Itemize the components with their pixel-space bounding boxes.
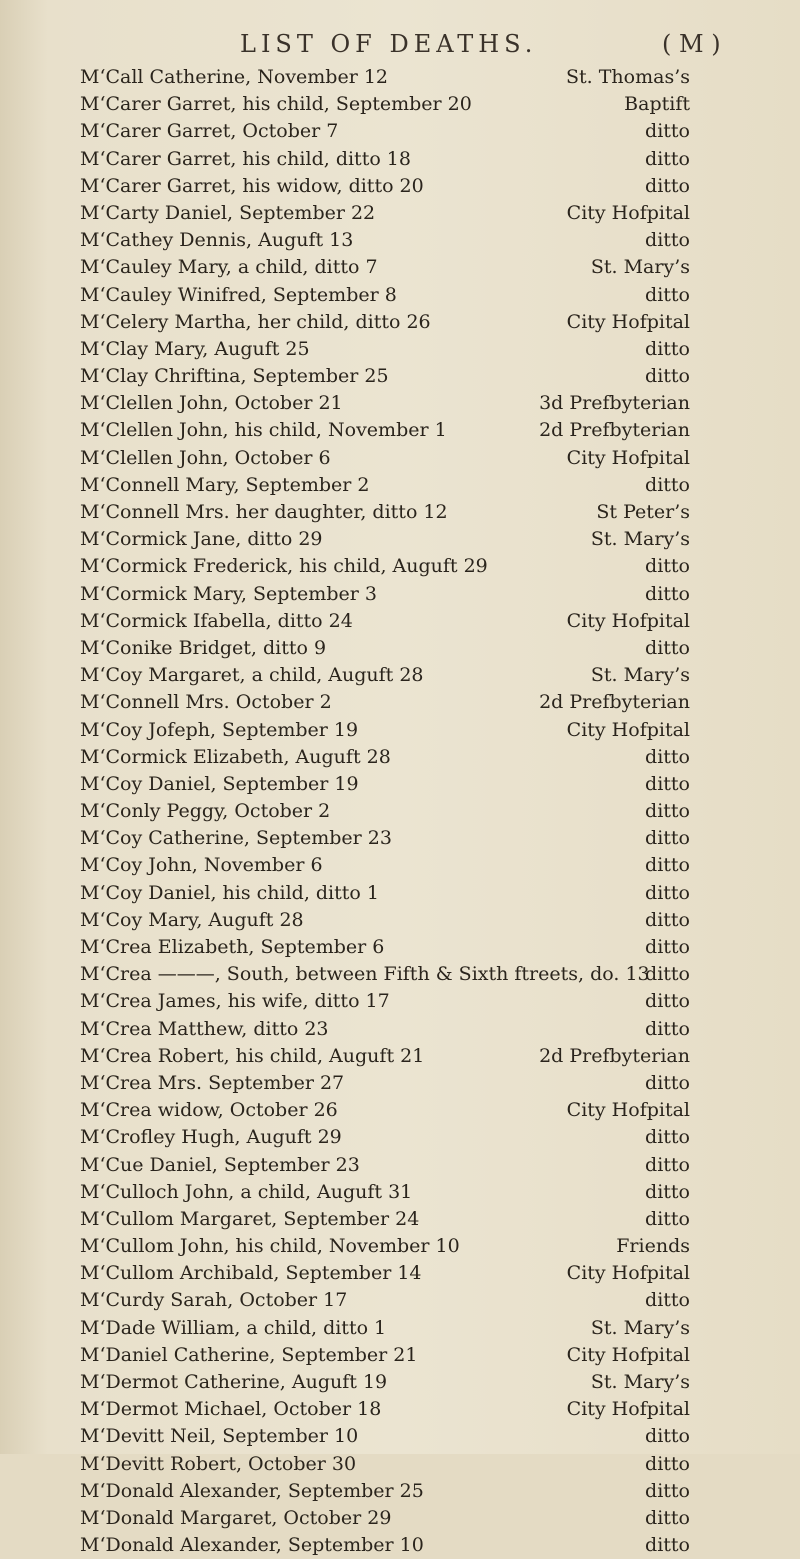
entry-burial-place: ditto	[645, 1534, 690, 1557]
entry-burial-place: City Hofpital	[566, 609, 690, 632]
entry-burial-place: ditto	[645, 337, 690, 360]
entry-burial-place: ditto	[645, 1452, 690, 1475]
list-item	[0, 1532, 800, 1559]
entry-burial-place: ditto	[645, 365, 690, 388]
entry-name: M‘Cauley Winifred, September 8	[80, 283, 397, 306]
entry-burial-place: City Hofpital	[566, 310, 690, 333]
page-title: LIST OF DEATHS.	[240, 30, 538, 58]
entry-name: M‘Clellen John, his child, November 1	[80, 419, 447, 442]
list-item	[0, 825, 800, 852]
entry-name: M‘Cue Daniel, September 23	[80, 1153, 360, 1176]
list-item	[0, 472, 800, 499]
list-item	[0, 798, 800, 825]
entry-burial-place: ditto	[645, 555, 690, 578]
death-list	[0, 64, 800, 1559]
entry-name: M‘Carty Daniel, September 22	[80, 201, 376, 224]
list-item	[0, 118, 800, 145]
list-item	[0, 227, 800, 254]
list-item	[0, 445, 800, 472]
entry-name: M‘Donald Alexander, September 25	[80, 1479, 424, 1502]
entry-name: M‘Crea Matthew, ditto 23	[80, 1017, 329, 1040]
entry-burial-place: ditto	[645, 1479, 690, 1502]
entry-burial-place: ditto	[645, 908, 690, 931]
list-item	[0, 1152, 800, 1179]
entry-name: M‘Crea Elizabeth, September 6	[80, 936, 385, 958]
list-item	[0, 689, 800, 716]
list-item	[0, 363, 800, 390]
entry-burial-place: City Hofpital	[566, 1262, 690, 1285]
entry-burial-place: City Hofpital	[566, 718, 690, 741]
entry-name: M‘Coy Catherine, September 23	[80, 827, 392, 850]
entry-name: M‘Crea Robert, his child, Auguft 21	[80, 1044, 425, 1067]
list-item	[0, 1016, 800, 1043]
entry-burial-place: ditto	[645, 800, 690, 823]
entry-burial-place: ditto	[645, 636, 690, 659]
entry-burial-place: ditto	[645, 1207, 690, 1230]
entry-burial-place: 2d Prefbyterian	[539, 419, 690, 442]
list-item	[0, 254, 800, 281]
list-item	[0, 717, 800, 744]
entry-name: M‘Donald Margaret, October 29	[80, 1506, 392, 1529]
entry-name: M‘Connell Mary, September 2	[80, 473, 370, 496]
entry-name: M‘Cormick Mary, September 3	[80, 582, 377, 605]
entry-name: M‘Crea Mrs. September 27	[80, 1071, 345, 1094]
entry-burial-place: ditto	[645, 745, 690, 768]
entry-burial-place: City Hofpital	[566, 1343, 690, 1366]
list-item	[0, 1260, 800, 1287]
list-item	[0, 880, 800, 907]
entry-burial-place: City Hofpital	[566, 446, 690, 469]
entry-name: M‘Crofley Hugh, Auguft 29	[80, 1126, 342, 1149]
entry-name: M‘Coy Daniel, September 19	[80, 772, 359, 795]
list-item	[0, 852, 800, 879]
entry-burial-place: St. Mary’s	[590, 528, 690, 551]
section-letter: ( M )	[662, 30, 721, 58]
entry-burial-place: 2d Prefbyterian	[539, 691, 690, 714]
entry-burial-place: St. Thomas’s	[566, 66, 690, 88]
list-item	[0, 1315, 800, 1342]
list-item	[0, 635, 800, 662]
entry-burial-place: ditto	[645, 854, 690, 877]
entry-name: M‘Donald Alexander, September 10	[80, 1534, 424, 1557]
entry-burial-place: ditto	[645, 1153, 690, 1176]
page-header	[0, 30, 800, 64]
list-item	[0, 526, 800, 553]
list-item	[0, 1505, 800, 1532]
entry-burial-place: ditto	[645, 1017, 690, 1040]
list-item	[0, 581, 800, 608]
list-item	[0, 1043, 800, 1070]
entry-burial-place: ditto	[645, 1071, 690, 1094]
entry-burial-place: City Hofpital	[566, 1398, 690, 1421]
list-item	[0, 553, 800, 580]
entry-name: M‘Coy John, November 6	[80, 854, 323, 877]
entry-burial-place: ditto	[645, 963, 690, 986]
entry-name: M‘Coy Mary, Auguft 28	[80, 908, 304, 931]
entry-burial-place: ditto	[645, 881, 690, 904]
list-item	[0, 771, 800, 798]
entry-burial-place: ditto	[645, 283, 690, 306]
entry-name: M‘Cullom John, his child, November 10	[80, 1235, 460, 1258]
entry-burial-place: St. Mary’s	[590, 664, 690, 687]
entry-name: M‘Crea widow, October 26	[80, 1099, 338, 1122]
list-item	[0, 1423, 800, 1450]
entry-name: M‘Devitt Robert, October 30	[80, 1452, 357, 1475]
entry-burial-place: ditto	[645, 1180, 690, 1203]
entry-burial-place: ditto	[645, 174, 690, 197]
list-item	[0, 282, 800, 309]
list-item	[0, 309, 800, 336]
entry-burial-place: City Hofpital	[566, 1099, 690, 1122]
list-item	[0, 662, 800, 689]
list-item	[0, 961, 800, 988]
entry-name: M‘Conike Bridget, ditto 9	[80, 636, 327, 659]
list-item	[0, 1097, 800, 1124]
entry-burial-place: City Hofpital	[566, 201, 690, 224]
entry-name: M‘Carer Garret, October 7	[80, 120, 339, 143]
list-item	[0, 1369, 800, 1396]
list-item	[0, 608, 800, 635]
list-item	[0, 1451, 800, 1478]
list-item	[0, 1070, 800, 1097]
entry-name: M‘Call Catherine, November 12	[80, 66, 389, 88]
entry-name: M‘Cormick Elizabeth, Auguft 28	[80, 745, 391, 768]
entry-burial-place: ditto	[645, 229, 690, 252]
entry-burial-place: ditto	[645, 120, 690, 143]
entry-burial-place: ditto	[645, 1289, 690, 1312]
list-item	[0, 1342, 800, 1369]
entry-name: M‘Cathey Dennis, Auguft 13	[80, 229, 354, 252]
entry-name: M‘Coy Jofeph, September 19	[80, 718, 359, 741]
entry-name: M‘Cormick Frederick, his child, Auguft 29	[80, 555, 488, 578]
entry-name: M‘Cormick Ifabella, ditto 24	[80, 609, 353, 632]
list-item	[0, 1478, 800, 1505]
entry-name: M‘Carer Garret, his child, ditto 18	[80, 147, 411, 170]
list-item	[0, 173, 800, 200]
entry-burial-place: ditto	[645, 582, 690, 605]
entry-name: M‘Clay Chriftina, September 25	[80, 365, 389, 388]
list-item	[0, 1233, 800, 1260]
entry-name: M‘Connell Mrs. her daughter, ditto 12	[80, 501, 448, 523]
list-item	[0, 1396, 800, 1423]
entry-burial-place: Friends	[616, 1235, 690, 1258]
list-item	[0, 988, 800, 1015]
entry-name: M‘Daniel Catherine, September 21	[80, 1343, 418, 1366]
entry-name: M‘Conly Peggy, October 2	[80, 800, 331, 823]
entry-name: M‘Clellen John, October 21	[80, 392, 343, 415]
entry-name: M‘Crea James, his wife, ditto 17	[80, 990, 390, 1013]
entry-burial-place: ditto	[645, 990, 690, 1013]
entry-name: M‘Cauley Mary, a child, ditto 7	[80, 256, 378, 279]
list-item	[0, 744, 800, 771]
list-item	[0, 146, 800, 173]
entry-name: M‘Cullom Archibald, September 14	[80, 1262, 422, 1285]
list-item	[0, 934, 800, 961]
list-item	[0, 64, 800, 91]
list-item	[0, 499, 800, 526]
list-item	[0, 1179, 800, 1206]
entry-name: M‘Carer Garret, his widow, ditto 20	[80, 174, 424, 197]
entry-name: M‘Coy Margaret, a child, Auguft 28	[80, 664, 424, 687]
entry-name: M‘Celery Martha, her child, ditto 26	[80, 310, 431, 333]
list-item	[0, 200, 800, 227]
list-item	[0, 907, 800, 934]
entry-name: M‘Clay Mary, Auguft 25	[80, 337, 310, 360]
entry-burial-place: ditto	[645, 473, 690, 496]
entry-name: M‘Cormick Jane, ditto 29	[80, 528, 323, 551]
entry-burial-place: ditto	[645, 147, 690, 170]
list-item	[0, 1206, 800, 1233]
list-item	[0, 417, 800, 444]
list-item	[0, 1124, 800, 1151]
entry-name: M‘Coy Daniel, his child, ditto 1	[80, 881, 379, 904]
list-item	[0, 1287, 800, 1314]
entry-burial-place: ditto	[645, 827, 690, 850]
entry-name: M‘Clellen John, October 6	[80, 446, 331, 469]
entry-name: M‘Dermot Catherine, Auguft 19	[80, 1371, 388, 1393]
entry-name: M‘Curdy Sarah, October 17	[80, 1289, 348, 1312]
entry-burial-place: ditto	[645, 936, 690, 958]
entry-burial-place: ditto	[645, 772, 690, 795]
entry-name: M‘Dade William, a child, ditto 1	[80, 1316, 387, 1339]
entry-burial-place: 3d Prefbyterian	[539, 392, 690, 415]
entry-burial-place: ditto	[645, 1126, 690, 1149]
list-item	[0, 91, 800, 118]
list-item	[0, 390, 800, 417]
entry-burial-place: St. Mary’s	[590, 1371, 690, 1393]
entry-name: M‘Dermot Michael, October 18	[80, 1398, 382, 1421]
entry-name: M‘Cullom Margaret, September 24	[80, 1207, 420, 1230]
entry-name: M‘Connell Mrs. October 2	[80, 691, 332, 714]
entry-burial-place: 2d Prefbyterian	[539, 1044, 690, 1067]
entry-burial-place: St. Mary’s	[590, 1316, 690, 1339]
entry-name: M‘Carer Garret, his child, September 20	[80, 93, 472, 116]
entry-burial-place: St. Mary’s	[590, 256, 690, 279]
entry-name: M‘Crea ———, South, between Fifth & Sixth ftreets, do. 13	[80, 963, 650, 986]
entry-burial-place: Baptift	[624, 93, 690, 116]
list-item	[0, 336, 800, 363]
entry-name: M‘Devitt Neil, September 10	[80, 1425, 359, 1448]
entry-name: M‘Culloch John, a child, Auguft 31	[80, 1180, 413, 1203]
entry-burial-place: ditto	[645, 1425, 690, 1448]
entry-burial-place: ditto	[645, 1506, 690, 1529]
entry-burial-place: St Peter’s	[596, 501, 690, 523]
